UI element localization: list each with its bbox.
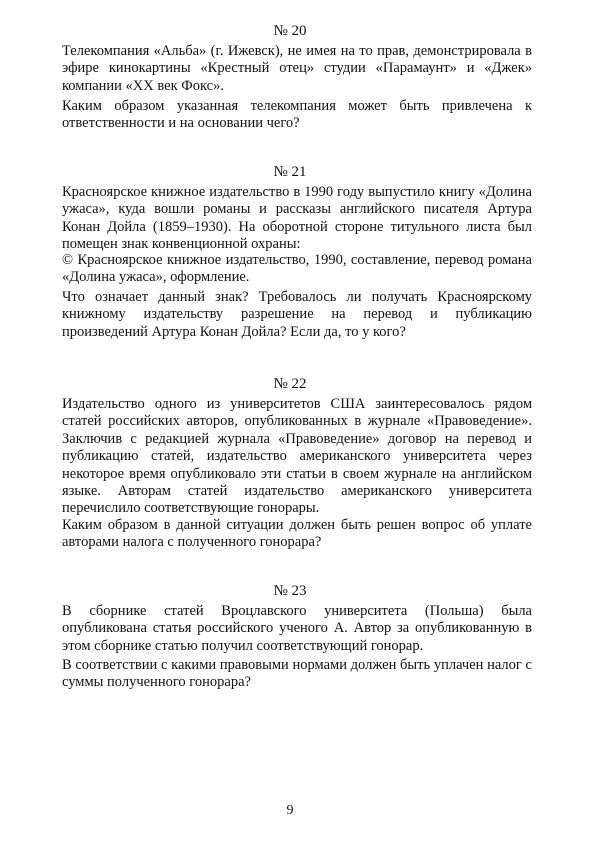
- problem-22-question: Каким образом в данной ситуации должен быть решен вопрос об уплате авторами налога с полученного гонорара?: [62, 517, 532, 551]
- problem-20-question: Каким образом указанная телекомпания может быть привлечена к ответственности и на основании чего?: [62, 98, 532, 132]
- problem-number-23: № 23: [273, 583, 307, 599]
- problem-number-21: № 21: [273, 164, 307, 180]
- problem-23-question: В соответствии с какими правовыми нормами должен быть уплачен налог с суммы полученного гонорара?: [62, 657, 532, 691]
- problem-number-20: № 20: [273, 23, 307, 39]
- problem-21-question: Что означает данный знак? Требовалось ли получать Красноярскому книжному издательству разрешение на перевод и публикацию произведений Артура Конан Дойла? Если да, то у кого?: [62, 289, 532, 340]
- page-number: 9: [286, 803, 294, 818]
- problem-number-22: № 22: [273, 376, 307, 392]
- problem-22-text: Издательство одного из университетов США заинтересовалось рядом статей российских авторов, опубликованных в журнале «Правоведение». Заключив с редакцией журнала «Правоведение» договор на перевод и публикацию статей, издательство американского университета через некоторое время опубликовало эти статьи в своем журнале на английском языке. Авторам статей издательство американского университета перечислило соответствующие гонорары.: [62, 396, 532, 517]
- problem-20-text: Телекомпания «Альба» (г. Ижевск), не имея на то прав, демонстрировала в эфире кинокартины «Крестный отец» студии «Парамаунт» и «Джек» компании «XX век Фокс».: [62, 43, 532, 94]
- problem-23-text: В сборнике статей Вроцлавского университета (Польша) была опубликована статья российского ученого А. Автор за опубликованную в этом сборнике статью получил соответствующий гонорар.: [62, 603, 532, 654]
- problem-21-text: Красноярское книжное издательство в 1990 году выпустило книгу «Долина ужаса», куда вошли романы и рассказы английского писателя Артура Конан Дойла (1859–1930). На оборотной стороне титульного листа был помещен знак конвенционной охраны:: [62, 184, 532, 253]
- problem-21-copyright-notice: © Красноярское книжное издательство, 1990, составление, перевод романа «Долина ужаса», оформление.: [62, 252, 532, 286]
